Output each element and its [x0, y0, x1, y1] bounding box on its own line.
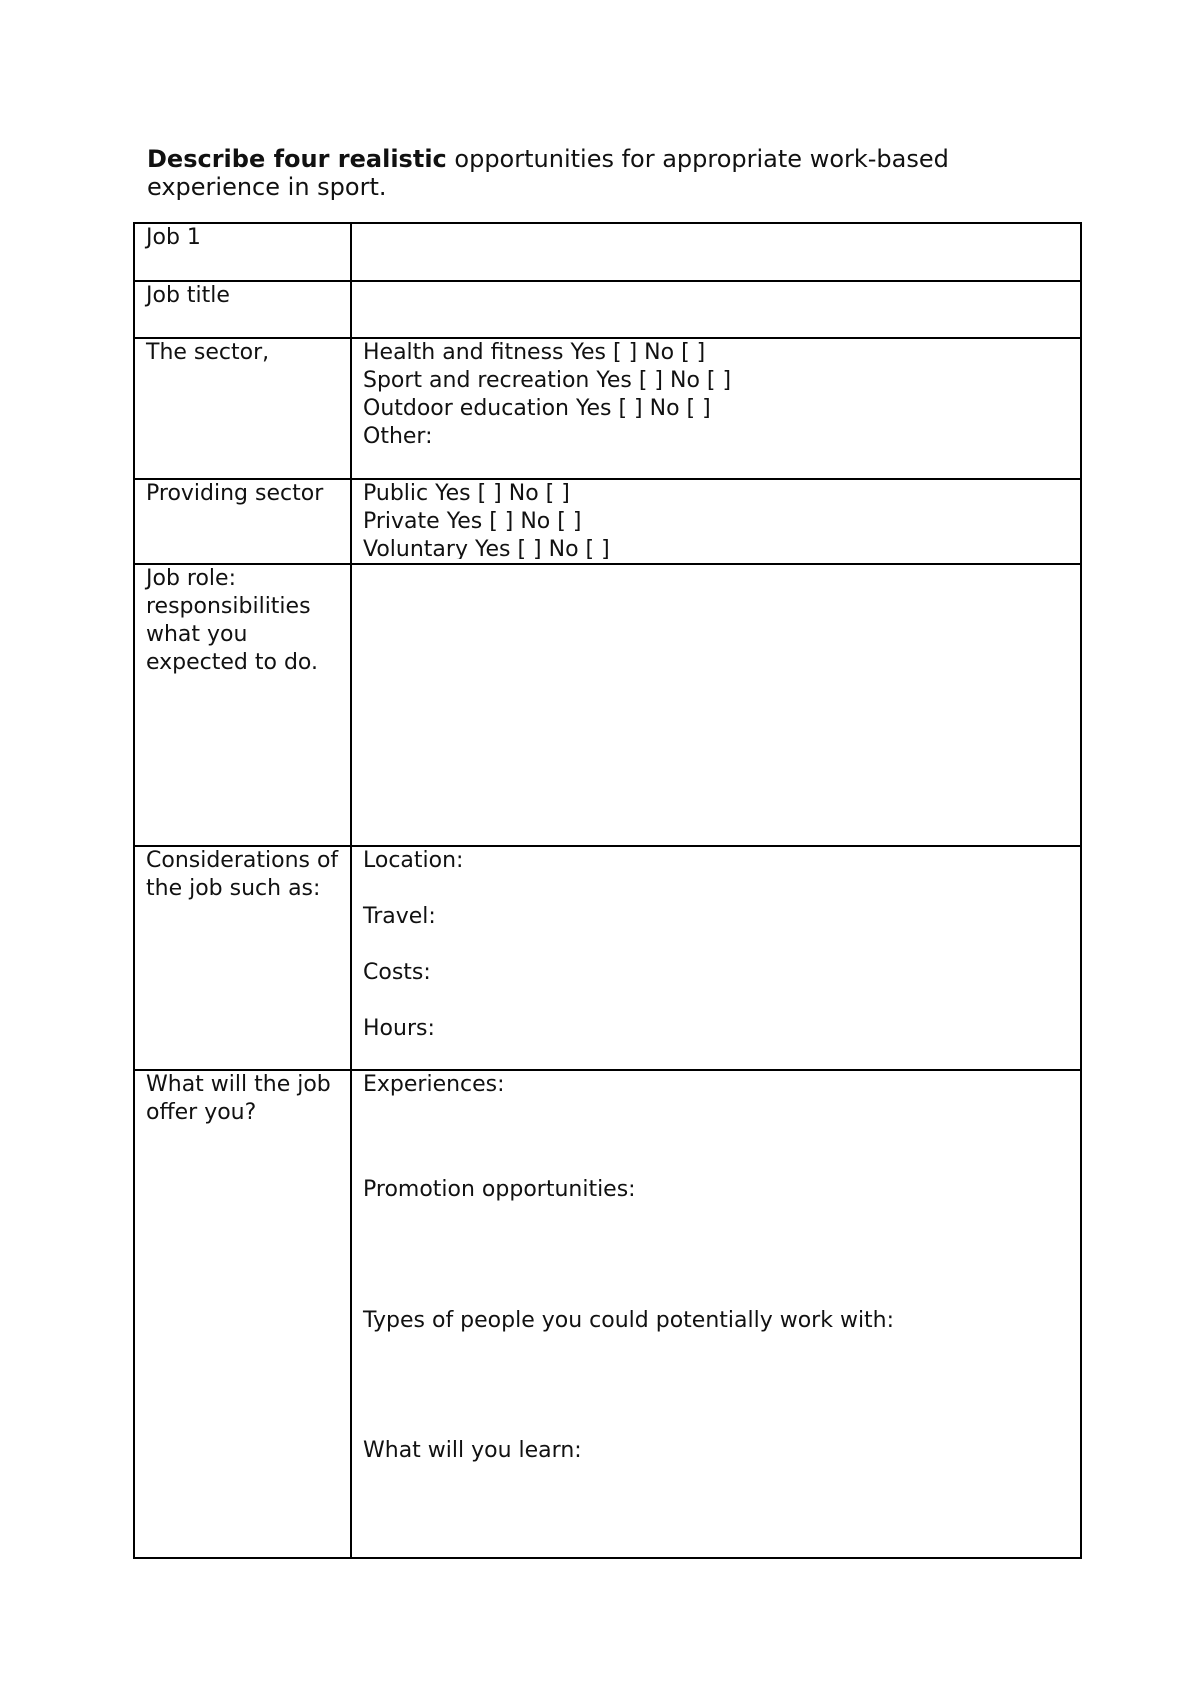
row-providing-sector — [134, 479, 1081, 564]
offer-promotion: Promotion opportunities: — [363, 1177, 636, 1202]
sector-option-health: Health and fitness Yes [ ] No [ ] — [363, 340, 706, 365]
consideration-location: Location: — [363, 848, 464, 873]
row-sector — [134, 338, 1081, 479]
sector-label: The sector, — [134, 338, 351, 479]
offer-experiences: Experiences: — [363, 1072, 505, 1097]
considerations-label: Considerations of the job such as: — [134, 846, 351, 1070]
job-field[interactable] — [351, 223, 1081, 281]
job-title-field[interactable] — [351, 281, 1081, 338]
consideration-hours: Hours: — [363, 1016, 435, 1041]
job-title-label: Job title — [134, 281, 351, 338]
job-label: Job 1 — [134, 223, 351, 281]
job-role-field[interactable] — [351, 564, 1081, 846]
considerations-field[interactable] — [351, 846, 1081, 1070]
page-heading — [147, 145, 1047, 201]
job-role-label: Job role: responsibilities what you expected to do. — [134, 564, 351, 846]
providing-sector-field[interactable] — [351, 479, 1081, 564]
job-offer-field[interactable] — [351, 1070, 1081, 1558]
providing-option-private: Private Yes [ ] No [ ] — [363, 509, 582, 534]
sector-option-other: Other: — [363, 424, 433, 449]
row-considerations — [134, 846, 1081, 1070]
consideration-costs: Costs: — [363, 960, 431, 985]
job-form-table — [133, 222, 1082, 1559]
sector-option-sport: Sport and recreation Yes [ ] No [ ] — [363, 368, 732, 393]
heading-bold: Describe four realistic — [147, 145, 447, 173]
sector-field[interactable] — [351, 338, 1081, 479]
job-offer-label: What will the job offer you? — [134, 1070, 351, 1558]
row-job-role — [134, 564, 1081, 846]
row-job — [134, 223, 1081, 281]
heading-rest: opportunities for appropriate work-based experience in sport. — [147, 145, 949, 201]
consideration-travel: Travel: — [363, 904, 436, 929]
offer-learn: What will you learn: — [363, 1438, 582, 1463]
providing-option-voluntary: Voluntary Yes [ ] No [ ] — [363, 537, 610, 559]
providing-sector-label: Providing sector — [134, 479, 351, 564]
providing-option-public: Public Yes [ ] No [ ] — [363, 481, 570, 506]
offer-people: Types of people you could potentially work with: — [363, 1308, 895, 1333]
row-job-offer — [134, 1070, 1081, 1558]
sector-option-outdoor: Outdoor education Yes [ ] No [ ] — [363, 396, 711, 421]
row-job-title — [134, 281, 1081, 338]
